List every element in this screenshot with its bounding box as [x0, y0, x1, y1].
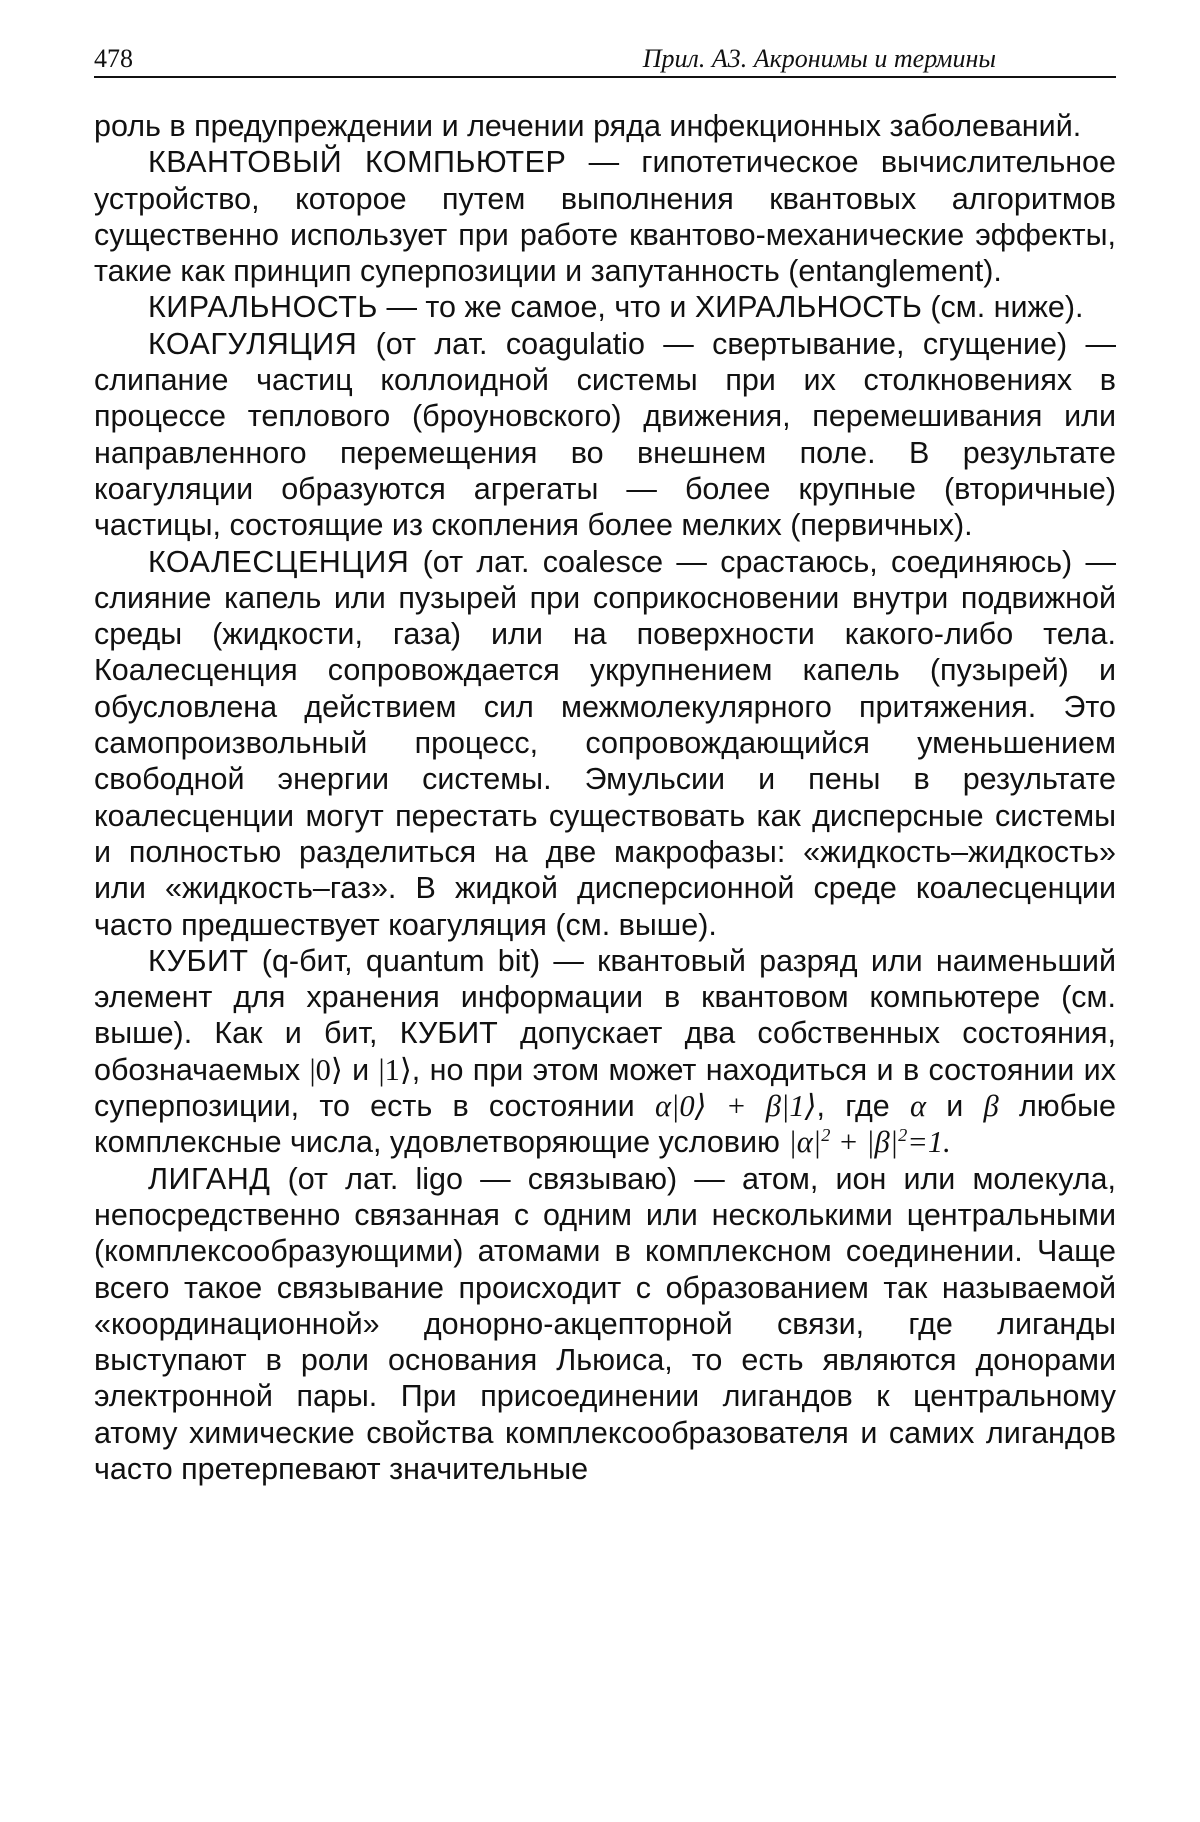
entry-term: КВАНТОВЫЙ КОМПЬЮТЕР — [148, 145, 567, 180]
exponent: 2 — [898, 1125, 908, 1146]
entry-definition: — то же самое, что и ХИРАЛЬНОСТЬ (см. ниже). — [386, 290, 1084, 325]
entry-definition-part: , но при этом может находиться и в состоянии их суперпозиции, то есть в состоянии — [94, 1052, 1116, 1124]
entry-coagulation — [94, 326, 1116, 544]
conjunction: и — [946, 1089, 964, 1124]
entry-term: КОАГУЛЯЦИЯ — [148, 326, 358, 361]
entry-ligand — [94, 1161, 1116, 1488]
condition-left: |α| — [788, 1125, 822, 1160]
exponent: 2 — [821, 1125, 831, 1146]
beta-symbol: β — [983, 1089, 999, 1124]
entry-definition-part: , где — [816, 1089, 890, 1124]
entry-definition-part: (q-бит, quantum bit) — квантовый разряд или наименьший элемент для хранения информации в квантовом компьютере (см. выше). Как и бит, КУБИТ допускает два собственных состояния, обозначаемых — [94, 943, 1116, 1087]
page-number: 478 — [94, 44, 133, 73]
entry-term: КИРАЛЬНОСТЬ — [148, 290, 378, 325]
condition-mid: + |β| — [830, 1125, 899, 1160]
alpha-symbol: α — [910, 1089, 927, 1124]
normalization-condition — [788, 1125, 950, 1159]
entry-definition: — гипотетическое вычислительное устройство, которое путем выполнения квантовых алгоритмов существенно использует при работе квантово-механические эффекты, такие как принцип суперпозиции и запутанность (entanglement). — [94, 145, 1116, 289]
entry-term: КУБИТ — [148, 943, 249, 978]
ket-one: |1⟩ — [378, 1052, 412, 1087]
entry-qubit — [94, 943, 1116, 1161]
entry-term: ЛИГАНД — [148, 1161, 271, 1196]
entry-definition-part: любые комплексные числа, удовлетворяющие условию — [94, 1089, 1116, 1160]
entry-definition: (от лат. ligo — связываю) — атом, ион или молекула, непосредственно связанная с одним или несколькими центральными (комплексообразующими) атомами в комплексном соединении. Чаще всего такое связывание происходит с образованием так называемой «координационной» донорно-акцепторной связи, где лиганды выступают в роли основания Льюиса, то есть являются донорами электронной пары. При присоединении лигандов к центральному атому химические свойства комплексообразователя и самих лигандов часто претерпевают значительные — [94, 1161, 1116, 1486]
entry-chirality — [94, 289, 1116, 325]
entry-coalescence — [94, 544, 1116, 943]
superposition-formula: α|0⟩ + β|1⟩ — [654, 1089, 817, 1124]
continuation-paragraph: роль в предупреждении и лечении ряда инфекционных заболеваний. — [94, 109, 1082, 143]
running-title: Прил. А3. Акронимы и термины — [642, 44, 996, 73]
entry-definition: (от лат. coagulatio — свертывание, сгущение) — слипание частиц коллоидной системы при их столкновениях в процессе теплового (броуновского) движения, перемешивания или направленного перемещения во внешнем поле. В результате коагуляции образуются агрегаты — более крупные (вторичные) частицы, состоящие из скопления более мелких (первичных). — [94, 326, 1116, 543]
entry-term: КОАЛЕСЦЕНЦИЯ — [148, 544, 410, 579]
entry-definition: (от лат. coalesce — срастаюсь, соединяюсь) — слияние капель или пузырей при соприкосновении внутри подвижной среды (жидкости, газа) или на поверхности какого-либо тела. Коалесценция сопровождается укрупнением капель (пузырей) и обусловлена действием сил межмолекулярного притяжения. Это самопроизвольный процесс, сопровождающийся уменьшением свободной энергии системы. Эмульсии и пены в результате коалесценции могут перестать существовать как дисперсные системы и полностью разделиться на две макрофазы: «жидкость–жидкость» или «жидкость–газ». В жидкой дисперсионной среде коалесценции часто предшествует коагуляция (см. выше). — [94, 544, 1116, 942]
entry-quantum-computer — [94, 144, 1116, 289]
ket-zero: |0⟩ — [309, 1052, 343, 1087]
conjunction: и — [352, 1052, 370, 1087]
condition-right: =1. — [907, 1125, 951, 1160]
running-head — [94, 40, 1116, 78]
glossary-text — [94, 108, 1116, 1487]
